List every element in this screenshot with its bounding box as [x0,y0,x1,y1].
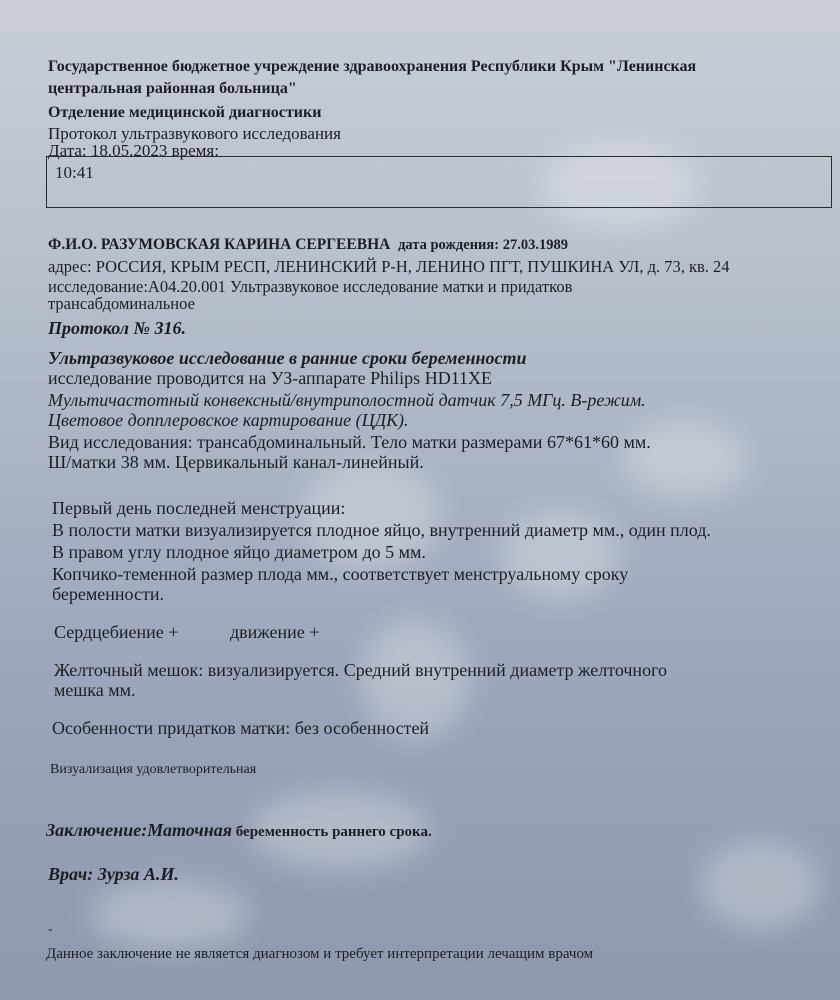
gestational-sac-line1: В полости матки визуализируется плодное яйцо, внутренний диаметр мм., один плод. [52,520,711,540]
doppler-line: Цветовое допплеровское картирование (ЦДК). [48,410,409,430]
crl-line1: Копчико-теменной размер плода мм., соответствует менструальному сроку [52,564,629,584]
conclusion-value: беременность раннего срока. [231,824,432,840]
department-name: Отделение медицинской диагностики [48,104,322,121]
conclusion-value-italic: Маточная [147,820,232,840]
patient-line [48,236,568,254]
exam-code-line2: трансабдоминальное [48,294,195,313]
protocol-type: Протокол ультразвукового исследования [48,124,341,143]
crl-line2: беременности. [52,584,164,604]
doctor-name: Врач: Зурза А.И. [48,864,179,884]
device-line: исследование проводится на УЗ-аппарате Philips HD11XE [48,368,493,388]
protocol-title: Ультразвуковое исследование в ранние сроки беременности [48,348,527,368]
visualization-line: Визуализация удовлетворительная [50,762,257,777]
time-value: 10:41 [55,163,94,182]
org-name-line2: центральная районная больница" [48,80,297,97]
date-label: Дата: 18.05.2023 время: [48,141,219,160]
movement-line: движение + [230,622,320,642]
time-box [46,156,832,208]
uterus-width-line: Ш/матки 38 мм. Цервикальный канал-линейный. [48,452,424,472]
heartbeat-line: Сердцебиение + [54,622,179,642]
yolk-sac-line1: Желточный мешок: визуализируется. Средний внутренний диаметр желточного [54,660,668,680]
patient-birth-date: дата рождения: 27.03.1989 [398,237,568,253]
patient-address: адрес: РОССИЯ, КРЫМ РЕСП, ЛЕНИНСКИЙ Р-Н, ЛЕНИНО ПГТ, ПУШКИНА УЛ, д. 73, кв. 24 [48,257,730,276]
patient-name: Ф.И.О. РАЗУМОВСКАЯ КАРИНА СЕРГЕЕВНА [48,236,391,253]
footer-disclaimer: Данное заключение не является диагнозом и требует интерпретации лечащим врачом [46,946,594,962]
adnexa-line: Особенности придатков матки: без особенностей [52,718,430,738]
gestational-sac-line2: В правом углу плодное яйцо диаметром до 5 мм. [52,542,426,562]
lmp-line: Первый день последней менструации: [52,498,346,518]
footer-dash: - [48,922,53,937]
yolk-sac-line2: мешка мм. [54,680,136,700]
conclusion-line [46,820,432,841]
org-name-line1: Государственное бюджетное учреждение здравоохранения Республики Крым "Ленинская [48,58,697,75]
exam-view-line: Вид исследования: трансабдоминальный. Тело матки размерами 67*61*60 мм. [48,432,651,452]
conclusion-label: Заключение: [46,820,148,840]
exam-code-line1: исследование:A04.20.001 Ультразвуковое исследование матки и придатков [48,277,573,296]
sensor-line: Мультичастотный конвексный/внутриполостной датчик 7,5 МГц. В-режим. [48,390,646,410]
protocol-number: Протокол № 316. [48,318,186,338]
